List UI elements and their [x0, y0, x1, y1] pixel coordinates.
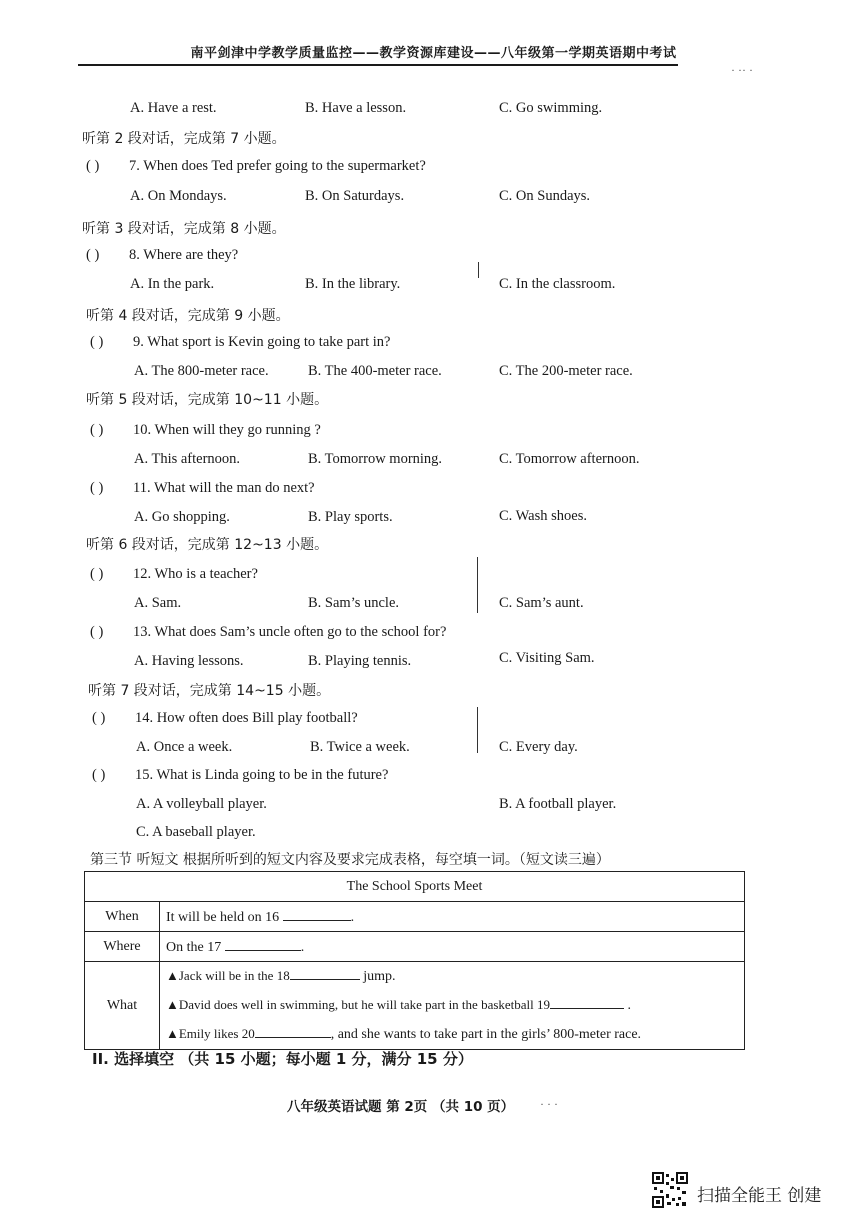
q14-bracket: ( ) — [92, 710, 106, 726]
dialog-4-instruction: 听第 4 段对话，完成第 9 小题。 — [86, 308, 290, 324]
q9-option-c: C. The 200-meter race. — [499, 363, 633, 379]
corner-dots: · ·· · — [731, 63, 753, 77]
sports-meet-table — [84, 871, 745, 1050]
table-row-where — [85, 932, 745, 962]
table-row-what — [85, 962, 745, 1050]
q6-option-a: A. Have a rest. — [130, 100, 217, 116]
q12-option-b: B. Sam’s uncle. — [308, 595, 400, 611]
header-rule — [78, 64, 678, 66]
q15-option-c: C. A baseball player. — [136, 824, 256, 840]
dialog-6-instruction: 听第 6 段对话，完成第 12~13 小题。 — [86, 537, 329, 553]
camscanner-watermark: 扫描全能王 创建 — [697, 1186, 822, 1206]
q8-option-a: A. In the park. — [130, 276, 215, 292]
where-end: . — [300, 939, 305, 955]
q14-question: 14. How often does Bill play football? — [135, 710, 358, 726]
q7-option-c: C. On Sundays. — [499, 188, 591, 204]
q11-bracket: ( ) — [90, 480, 104, 496]
q15-option-a: A. A volleyball player. — [136, 796, 267, 812]
blank-20[interactable] — [255, 1025, 331, 1038]
q10-option-a: A. This afternoon. — [134, 451, 241, 467]
q11-option-c: C. Wash shoes. — [499, 508, 587, 524]
q12-option-a: A. Sam. — [134, 595, 182, 611]
where-cell — [160, 932, 745, 962]
blank-19[interactable] — [550, 996, 624, 1009]
q11-question: 11. What will the man do next? — [133, 480, 315, 496]
q9-question: 9. What sport is Kevin going to take part in? — [133, 334, 391, 350]
what-line-2-text: ▲David does well in swimming, but he will take part in the basketball 19 — [166, 997, 551, 1012]
blank-18[interactable] — [290, 967, 360, 980]
dialog-5-instruction: 听第 5 段对话，完成第 10~11 小题。 — [86, 392, 329, 408]
qr-code-icon — [652, 1172, 688, 1208]
blank-17[interactable] — [225, 938, 301, 951]
where-label: Where — [85, 932, 160, 962]
q10-option-c: C. Tomorrow afternoon. — [499, 451, 640, 467]
what-line-2 — [166, 991, 738, 1020]
q10-question: 10. When will they go running ? — [133, 422, 321, 438]
q6-option-c: C. Go swimming. — [499, 100, 603, 116]
q14-option-c: C. Every day. — [499, 739, 578, 755]
q12-question: 12. Who is a teacher? — [133, 566, 258, 582]
what-label: What — [85, 962, 160, 1050]
what-cell — [160, 962, 745, 1050]
q14-option-a: A. Once a week. — [136, 739, 233, 755]
what-line-2-end: . — [624, 998, 632, 1013]
q13-option-a: A. Having lessons. — [134, 653, 244, 669]
q8-bracket: ( ) — [86, 247, 100, 263]
q9-option-a: A. The 800-meter race. — [134, 363, 269, 379]
q15-option-b: B. A football player. — [499, 796, 617, 812]
section-ii-title: II. 选择填空 （共 15 小题；每小题 1 分，满分 15 分） — [92, 1050, 473, 1068]
what-line-3-text: ▲Emily likes 20 — [166, 1026, 255, 1041]
q7-option-a: A. On Mondays. — [130, 188, 227, 204]
exam-header-title: 南平剑津中学教学质量监控——教学资源库建设——八年级第一学期英语期中考试 — [190, 46, 677, 61]
q13-question: 13. What does Sam’s uncle often go to the school for? — [133, 624, 447, 640]
table-row-when — [85, 902, 745, 932]
what-line-3-end: , and she wants to take part in the girls’ 800-meter race. — [330, 1027, 642, 1042]
table-caption: The School Sports Meet — [85, 872, 745, 902]
q10-bracket: ( ) — [90, 422, 104, 438]
dialog-7-instruction: 听第 7 段对话，完成第 14~15 小题。 — [88, 683, 331, 699]
what-line-1-text: ▲Jack will be in the 18 — [166, 968, 290, 983]
q13-bracket: ( ) — [90, 624, 104, 640]
q12-option-c: C. Sam’s aunt. — [499, 595, 584, 611]
q9-option-b: B. The 400-meter race. — [308, 363, 442, 379]
q8-question: 8. Where are they? — [129, 247, 239, 263]
scan-mark — [478, 262, 479, 278]
blank-16[interactable] — [283, 908, 351, 921]
dialog-2-instruction: 听第 2 段对话，完成第 7 小题。 — [82, 131, 286, 147]
q7-bracket: ( ) — [86, 158, 100, 174]
what-line-1-end: jump. — [359, 969, 396, 984]
q15-bracket: ( ) — [92, 767, 106, 783]
q13-option-b: B. Playing tennis. — [308, 653, 412, 669]
q14-option-b: B. Twice a week. — [310, 739, 410, 755]
where-text: On the 17 — [166, 939, 222, 955]
q7-option-b: B. On Saturdays. — [305, 188, 405, 204]
when-label: When — [85, 902, 160, 932]
q15-question: 15. What is Linda going to be in the future? — [135, 767, 389, 783]
q10-option-b: B. Tomorrow morning. — [308, 451, 443, 467]
scan-mark — [477, 557, 478, 613]
q9-bracket: ( ) — [90, 334, 104, 350]
q12-bracket: ( ) — [90, 566, 104, 582]
q13-option-c: C. Visiting Sam. — [499, 650, 595, 666]
when-cell — [160, 902, 745, 932]
part3-instruction: 第三节 听短文 根据所听到的短文内容及要求完成表格，每空填一词。（短文读三遍） — [90, 852, 610, 868]
page-footer: 八年级英语试题 第 2页 （共 10 页） — [287, 1099, 515, 1115]
q11-option-b: B. Play sports. — [308, 509, 393, 525]
what-line-3 — [166, 1020, 738, 1049]
q8-option-b: B. In the library. — [305, 276, 401, 292]
q6-option-b: B. Have a lesson. — [305, 100, 407, 116]
when-text: It will be held on 16 — [166, 909, 280, 925]
scan-mark — [477, 707, 478, 753]
q7-question: 7. When does Ted prefer going to the supermarket? — [129, 158, 426, 174]
what-line-1 — [166, 962, 738, 991]
q8-option-c: C. In the classroom. — [499, 276, 616, 292]
when-end: . — [350, 909, 355, 925]
dialog-3-instruction: 听第 3 段对话，完成第 8 小题。 — [82, 221, 286, 237]
footer-dots: · · · — [540, 1097, 558, 1111]
q11-option-a: A. Go shopping. — [134, 509, 230, 525]
